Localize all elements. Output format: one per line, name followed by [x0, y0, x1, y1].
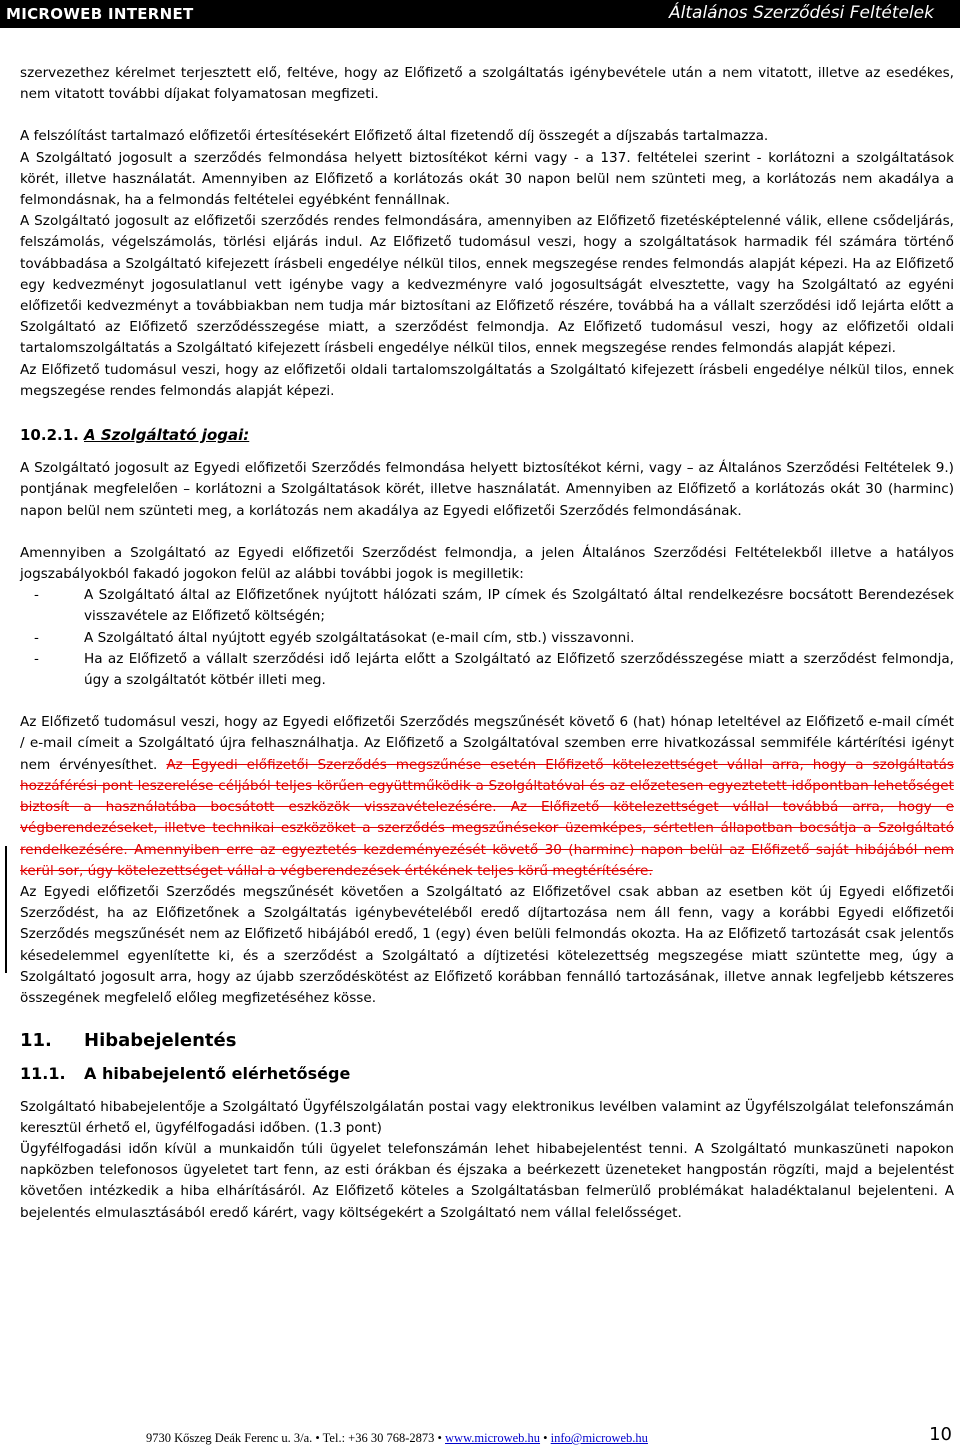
deleted-text: Az Egyedi előfizetői Szerződés megszűnése esetén Előfizető kötelezettséget vállal arra, hogy a szolgáltatás hozzáférési pont leszerelése céljából teljes körűen együttműködik a Szolgáltatóval és az előzetesen egyeztetett időpontban lehetőséget biztosít a használatába bocsátott eszközök visszavételezésére. Az Előfizető kötelezettséget vállal továbbá arra, hogy e végberendezéseket, illetve technikai eszközöket a szerződés megszűnésekor üzemképes, sértetlen állapotban bocsátja a Szolgáltató rendelkezésére. Amennyiben erre az egyeztetés kezdeményezését követő 30 (harminc) napon belül az Előfizető saját hibájából nem kerül sor, úgy kötelezettséget vállal a végberendezések értékének teljes körű megtérítésére.	[20, 756, 955, 879]
paragraph-part: A Szolgáltató jogosult a szerződés felmondása helyett biztosítékot kérni vagy - a 137. feltételei szerint - korlátozni a szolgáltatások körét, illetve használatát.	[20, 149, 954, 187]
list-dash: -	[34, 587, 39, 604]
email-link[interactable]: info@microweb.hu	[550, 1431, 648, 1445]
website-link[interactable]: www.microweb.hu	[445, 1431, 541, 1445]
paragraph: szervezethez kérelmet terjesztett elő, feltéve, hogy az Előfizető a szolgáltatás igénybevétele után a nem vitatott, illetve az esedékes, nem vitatott további díjakat folyamatosan megfizeti.	[20, 65, 954, 103]
list-item	[20, 649, 954, 691]
revision-margin-bar	[5, 846, 7, 973]
paragraph: Amennyiben a Szolgáltató az Egyedi előfizetői Szerződést felmondja, a jelen Általános Szerződési Feltételekből illetve a hatályos jogszabályokból fakadó jogokon felül az alábbi további jogok is megilletik:	[20, 544, 954, 583]
paragraph: Az Előfizető tudomásul veszi, hogy az előfizetői oldali tartalomszolgáltatás a Szolgáltató kifejezett írásbeli engedélye nélkül tilos, ennek megszegése rendes felmondás alapját képezi.	[20, 361, 954, 399]
paragraph-part: Amennyiben az Előfizető a korlátozás okát 30 napon belül nem szünteti meg, a korlátozás nem akadálya a felmondásnak, ha a felmondás feltételei egyébként fennállnak.	[20, 170, 954, 209]
list-item-text: A Szolgáltató által nyújtott egyéb szolgáltatásokat (e-mail cím, stb.) visszavonni.	[84, 629, 635, 646]
section-title: Hibabejelentés	[84, 1030, 237, 1052]
paragraph: Szolgáltató hibabejelentője a Szolgáltató Ügyfélszolgálatán postai vagy elektronikus levélben valamint az Ügyfélszolgálat telefonszámán keresztül érhető el, ügyfélfogadási időben. (1.3 pont)	[20, 1098, 954, 1136]
footer-contact	[146, 1431, 648, 1446]
brand-name: MICROWEB INTERNET	[6, 5, 194, 23]
list-item-text: A Szolgáltató által az Előfizetőnek nyújtott hálózati szám, IP címek és Szolgáltató által rendelkezésre bocsátott Berendezések visszavétele az Előfizető költségén;	[84, 587, 954, 625]
paragraph-part: Az Előfizető tudomásul veszi, hogy az Egyedi előfizetői Szerződés megszűnését követő 6 (hat) hónap leteltével az Előfizető e-mail címét / e-mail címeit a Szolgáltató újra felhasználhatja. Az Előfizető a Szolgáltatóval szemben erre hivatkozással semmiféle kártérítési igényt nem érvényesíthet.	[20, 714, 954, 773]
list-dash: -	[34, 629, 39, 646]
section-heading-11	[20, 1030, 954, 1051]
paragraph: A Szolgáltató jogosult az Egyedi előfizetői Szerződés felmondása helyett biztosítékot kérni, vagy – az Általános Szerződési Feltételek 9.) pontjának megfelelően – korlátozni a Szolgáltatások körét, illetve használatát. Amennyiben az Előfizető a korlátozás okát 30 (harminc) napon belül nem szünteti meg, a korlátozás nem akadálya az Egyedi előfizetői Szerződés felmondásának.	[20, 460, 954, 519]
footer-separator: •	[543, 1431, 548, 1445]
document-title: Általános Szerződési Feltételek	[669, 3, 934, 23]
section-heading-11-1	[20, 1063, 954, 1084]
paragraph: A felszólítást tartalmazó előfizetői értesítésekért Előfizető által fizetendő díj összegét a díjszabás tartalmazza.	[20, 128, 769, 145]
page-header	[0, 0, 960, 28]
list-dash: -	[34, 650, 39, 667]
paragraph: Ügyfélfogadási időn kívül a munkaidőn túli ügyelet telefonszámán lehet hibabejelentést tenni. A Szolgáltató munkaszüneti napokon napközben telefonosos ügyeletet tart fenn, az esti órákban és éjszaka a beérkezett üzeneteket hangpostán rögzíti, majd a bejelentést követően intézkedik a hiba elhárításáról. Az Előfizető köteles a Szolgáltatásban felmerülő problémákat haladéktalanul bejelenteni. A bejelentés elmulasztásából eredő kárért, vagy költségekért a Szolgáltató nem vállal felelősséget.	[20, 1140, 954, 1221]
section-title: A Szolgáltató jogai:	[84, 426, 250, 445]
document-body	[20, 63, 954, 1224]
paragraph: Az Egyedi előfizetői Szerződés megszűnését követően a Szolgáltató az Előfizetővel csak abban az esetben köt új Egyedi előfizetői Szerződést, ha az Előfizetőnek a Szolgáltatás igénybevételéből eredő díjtartozása nem áll fenn, vagy a korábbi Egyedi előfizetői Szerződés megszűnését nem az Előfizető hibájából eredő, 1 (egy) éven belüli felmondás okozta. Ha az Előfizető tartozását csak jelentős késedelemmel egyenlítette ki, és a szerződést a Szolgáltató a díjtizetési kötelezettség megszegése miatt szüntette meg, úgy a Szolgáltató jogosult arra, hogy az újabb szerződéskötést az Előfizető korábban fennálló tartozásának, illetve annak legfeljebb kétszeres összegének megfelelő előleg megfizetéséhez kösse.	[20, 883, 954, 1006]
section-heading-10-2-1	[20, 423, 954, 446]
rights-list	[20, 585, 954, 691]
section-number: 10.2.1.	[20, 426, 79, 445]
section-number: 11.1.	[20, 1064, 66, 1084]
paragraph: A Szolgáltató jogosult az előfizetői szerződés rendes felmondására, amennyiben az Előfizető fizetésképtelenné válik, ellene csődeljárás, felszámolás, végelszámolás, törlési eljárás indul. Az Előfizető tudomásul veszi, hogy a szolgáltatások harmadik fél számára történő továbbadása a Szolgáltató kifejezett írásbeli engedélye nélkül tilos, ennek megszegése rendes felmondás alapját képezi. Ha az Előfizető egy kedvezményt jogosulatlanul vett igénybe vagy a kedvezményre való jogosultságát elvesztette, vagy ha Szolgáltató az egyéni előfizetői kedvezményt a továbbiakban nem tudja már biztosítani az Előfizető részére, továbbá ha a vállalt szerződési idő lejárta előtt a Szolgáltató az Előfizető szerződésszegése miatt, a szerződést felmondja. Az Előfizető tudomásul veszi, hogy az előfizetői oldali tartalomszolgáltatás a Szolgáltató kifejezett írásbeli engedélye nélkül tilos, ennek megszegése rendes felmondás alapját képezi.	[20, 213, 954, 357]
list-item	[20, 628, 954, 649]
list-item-text: Ha az Előfizető a vállalt szerződési idő lejárta előtt a Szolgáltató az Előfizető szerződésszegése miatt a szerződést felmondja, úgy a szolgáltatót kötbér illeti meg.	[84, 650, 954, 689]
section-title: A hibabejelentő elérhetősége	[84, 1064, 351, 1084]
paragraph	[20, 148, 954, 212]
list-item	[20, 585, 954, 627]
footer-address: 9730 Kőszeg Deák Ferenc u. 3/a. • Tel.: +36 30 768-2873 •	[146, 1431, 442, 1445]
page-number: 10	[929, 1424, 952, 1445]
section-number: 11.	[20, 1030, 52, 1052]
paragraph	[20, 712, 954, 882]
